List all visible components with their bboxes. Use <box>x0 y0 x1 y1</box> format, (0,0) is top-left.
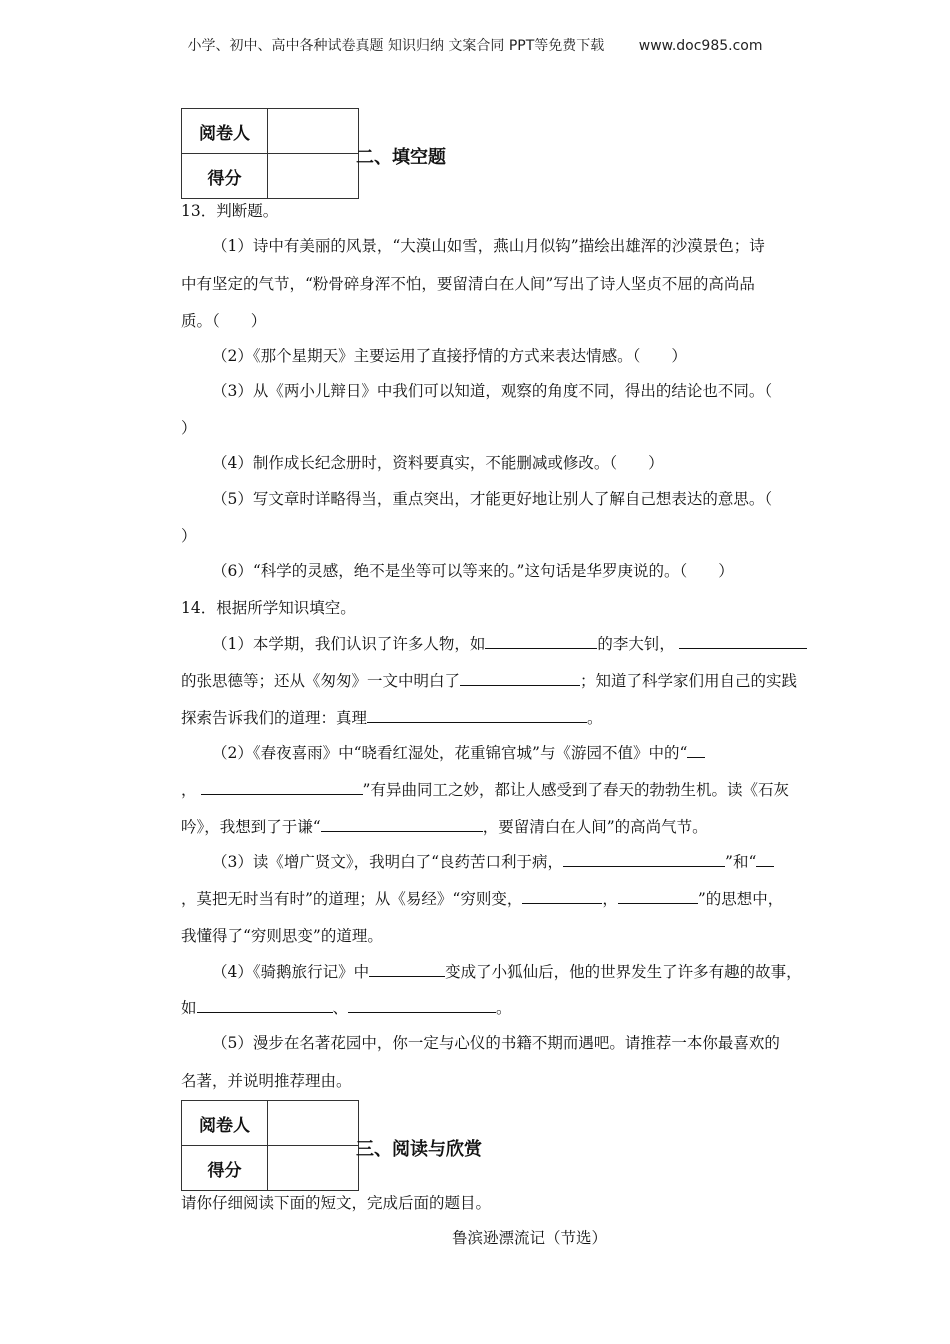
blank-input[interactable] <box>485 634 597 649</box>
blank-input[interactable] <box>348 998 496 1013</box>
q13-line: （2）《那个星期天》主要运用了直接抒情的方式来表达情感。（ ） <box>212 347 687 365</box>
section3-intro: 请你仔细阅读下面的短文，完成后面的题目。 <box>181 1194 492 1212</box>
score-table-section3 <box>181 1100 359 1191</box>
q13-line: 质。（ ） <box>181 312 267 330</box>
blank-input[interactable] <box>679 634 807 649</box>
score-label: 得分 <box>182 154 268 199</box>
score-cell[interactable] <box>268 1146 359 1191</box>
q13-line: （5）写文章时详略得当，重点突出，才能更好地让别人了解自己想表达的意思。（ <box>212 490 773 508</box>
reviewer-label: 阅卷人 <box>182 1101 268 1146</box>
passage-title: 鲁滨逊漂流记（节选） <box>452 1229 608 1247</box>
blank-input[interactable] <box>321 817 483 832</box>
header-url[interactable]: www.doc985.com <box>638 38 763 54</box>
reviewer-cell[interactable] <box>268 109 359 154</box>
q14-p1-line2: 的张思德等；还从《匆匆》一文中明白了 ；知道了科学家们用自己的实践 <box>181 672 798 690</box>
q13-line: ） <box>181 419 197 437</box>
blank-input[interactable] <box>201 780 363 795</box>
reviewer-cell[interactable] <box>268 1101 359 1146</box>
blank-input[interactable] <box>756 852 774 867</box>
q14-p3-line2: ，莫把无时当有时”的道理；从《易经》“穷则变， ， ”的思想中， <box>181 890 784 908</box>
q14-p4-line1: （4）《骑鹅旅行记》中 变成了小狐仙后，他的世界发生了许多有趣的故事， <box>212 963 802 981</box>
q13-line: （6）“科学的灵感，绝不是坐等可以等来的。”这句话是华罗庚说的。（ ） <box>212 562 734 580</box>
q14-p2-line3: 吟》，我想到了于谦“ ，要留清白在人间”的高尚气节。 <box>181 818 708 836</box>
score-label: 得分 <box>182 1146 268 1191</box>
blank-input[interactable] <box>687 743 705 758</box>
page-header <box>0 35 950 55</box>
q14-p4-line2: 如 、 。 <box>181 999 512 1017</box>
reviewer-label: 阅卷人 <box>182 109 268 154</box>
q14-p2-line1: （2）《春夜喜雨》中“晓看红湿处，花重锦官城”与《游园不值》中的“ <box>212 741 705 763</box>
blank-input[interactable] <box>618 889 698 904</box>
q13-stem: 13．判断题。 <box>181 202 279 220</box>
blank-input[interactable] <box>563 852 725 867</box>
blank-input[interactable] <box>367 708 587 723</box>
q14-p1-line3: 探索告诉我们的道理：真理 。 <box>181 709 603 727</box>
score-table-section2 <box>181 108 359 199</box>
blank-input[interactable] <box>460 671 580 686</box>
q13-line: （1）诗中有美丽的风景，“大漠山如雪，燕山月似钩”描绘出雄浑的沙漠景色；诗 <box>212 237 765 255</box>
q14-p5-line1: （5）漫步在名著花园中，你一定与心仪的书籍不期而遇吧。请推荐一本你最喜欢的 <box>212 1034 780 1052</box>
blank-input[interactable] <box>369 962 445 977</box>
section2-title: 二、填空题 <box>356 147 446 168</box>
header-text: 小学、初中、高中各种试卷真题 知识归纳 文案合同 PPT等免费下载 <box>187 38 605 54</box>
blank-input[interactable] <box>197 998 333 1013</box>
q14-stem: 14．根据所学知识填空。 <box>181 599 356 617</box>
q13-line: （3）从《两小儿辩日》中我们可以知道，观察的角度不同，得出的结论也不同。（ <box>212 382 773 400</box>
q13-line: 中有坚定的气节，“粉骨碎身浑不怕，要留清白在人间”写出了诗人坚贞不屈的高尚品 <box>181 275 755 293</box>
q14-p1-line1: （1）本学期，我们认识了许多人物，如 的李大钊， <box>212 632 807 654</box>
q14-p5-line2: 名著，并说明推荐理由。 <box>181 1072 352 1090</box>
blank-input[interactable] <box>522 889 602 904</box>
score-cell[interactable] <box>268 154 359 199</box>
q14-p2-line2: ， ”有异曲同工之妙，都让人感受到了春天的勃勃生机。读《石灰 <box>181 781 789 799</box>
q14-p3-line1: （3）读《增广贤文》，我明白了“良药苦口利于病， ”和“ <box>212 850 774 872</box>
section3-title: 三、阅读与欣赏 <box>356 1139 482 1160</box>
q13-line: （4）制作成长纪念册时，资料要真实，不能删减或修改。（ ） <box>212 454 664 472</box>
q13-line: ） <box>181 527 197 545</box>
q14-p3-line3: 我懂得了“穷则思变”的道理。 <box>181 927 383 945</box>
